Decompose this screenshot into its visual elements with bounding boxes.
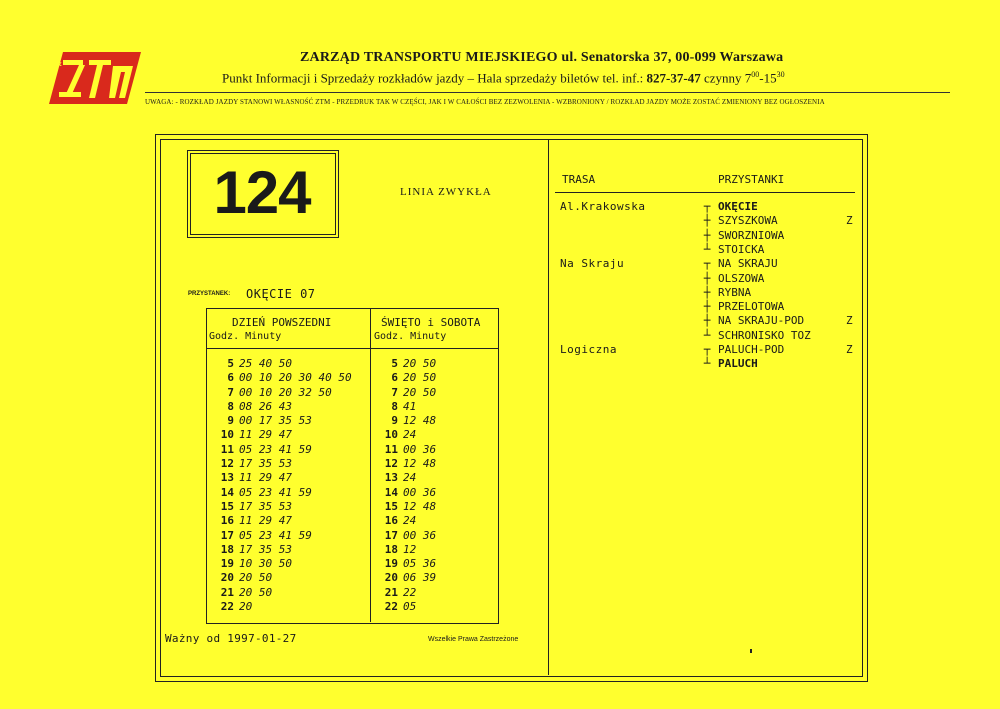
trasa-header: TRASA bbox=[562, 173, 596, 186]
route-stop-name: RYBNA bbox=[718, 285, 752, 299]
departure-minutes: 12 48 bbox=[403, 414, 437, 428]
info-hours: czynny 7 bbox=[700, 70, 752, 86]
departure-hour: 16 bbox=[220, 514, 234, 528]
departure-row bbox=[204, 386, 352, 400]
departure-minutes: 20 50 bbox=[403, 357, 437, 370]
departure-hour: 14 bbox=[384, 485, 398, 499]
route-connector-icon: ┬ bbox=[703, 343, 711, 356]
departure-row bbox=[204, 571, 352, 585]
departure-hour: 19 bbox=[384, 557, 398, 571]
route-connector-icon: ┼ bbox=[703, 285, 711, 299]
info-phone: 827-37-47 bbox=[646, 70, 701, 86]
route-stop-name: OLSZOWA bbox=[718, 271, 765, 285]
valid-from: Ważny od 1997-01-27 bbox=[165, 632, 297, 645]
route-connector-icon: ┼ bbox=[703, 271, 711, 285]
departure-hour: 22 bbox=[220, 600, 234, 614]
departure-hour: 20 bbox=[384, 571, 398, 585]
departure-minutes: 17 35 53 bbox=[239, 457, 292, 471]
departure-minutes: 00 10 20 30 40 50 bbox=[239, 371, 352, 385]
route-header-rule bbox=[555, 192, 855, 193]
departure-row bbox=[204, 471, 352, 485]
route-street: Na Skraju bbox=[560, 257, 625, 271]
line-number: 124 bbox=[213, 159, 311, 226]
departure-row bbox=[368, 529, 436, 543]
departure-hour: 18 bbox=[220, 542, 234, 556]
departure-row bbox=[204, 514, 352, 528]
departure-minutes: 11 29 47 bbox=[239, 514, 292, 528]
departure-minutes: 24 bbox=[403, 471, 417, 485]
departure-minutes: 08 26 43 bbox=[239, 399, 292, 413]
departure-minutes: 00 36 bbox=[403, 485, 437, 499]
departure-minutes: 24 bbox=[403, 514, 417, 528]
departure-row bbox=[368, 428, 436, 442]
departure-minutes: 41 bbox=[403, 399, 417, 413]
departure-minutes: 06 39 bbox=[403, 571, 437, 585]
departure-minutes: 05 23 41 59 bbox=[239, 485, 312, 499]
departure-minutes: 00 36 bbox=[403, 528, 437, 542]
departure-minutes: 11 29 47 bbox=[239, 428, 292, 442]
panel-divider bbox=[548, 139, 549, 675]
departure-hour: 21 bbox=[220, 585, 234, 599]
departure-row bbox=[368, 500, 436, 514]
departure-minutes: 05 bbox=[403, 600, 417, 614]
departure-row bbox=[204, 529, 352, 543]
departure-minutes: 17 35 53 bbox=[239, 499, 292, 513]
departure-row bbox=[204, 357, 352, 371]
departure-hour: 15 bbox=[220, 499, 234, 513]
departure-hour: 12 bbox=[220, 457, 234, 471]
departure-minutes: 24 bbox=[403, 428, 417, 442]
departure-hour: 18 bbox=[384, 542, 398, 556]
departure-minutes: 11 29 47 bbox=[239, 471, 292, 485]
departure-hour: 13 bbox=[384, 471, 398, 485]
departure-row bbox=[368, 571, 436, 585]
route-connector-icon: ┬ bbox=[703, 200, 711, 213]
route-street: Logiczna bbox=[560, 343, 617, 356]
departure-row bbox=[204, 371, 352, 385]
departure-minutes: 12 bbox=[403, 542, 417, 556]
stop-label: PRZYSTANEK: bbox=[188, 291, 231, 297]
route-stop-name: SZYSZKOWA bbox=[718, 214, 778, 228]
header-rule bbox=[145, 92, 950, 93]
departure-row bbox=[368, 543, 436, 557]
departure-row bbox=[368, 486, 436, 500]
route-connector-icon: ┴ bbox=[703, 357, 711, 371]
weekend-departures bbox=[368, 357, 436, 614]
departure-minutes: 17 35 53 bbox=[239, 542, 292, 556]
departure-hour: 16 bbox=[384, 514, 398, 528]
departure-minutes: 10 30 50 bbox=[239, 557, 292, 571]
route-stop-name: OKĘCIE bbox=[718, 200, 758, 213]
route-stop-name: NA SKRAJU-POD bbox=[718, 314, 805, 328]
route-stop-name: PALUCH bbox=[718, 357, 758, 371]
org-header: ZARZĄD TRANSPORTU MIEJSKIEGO ul. Senatorska 37, 00-099 Warszawa bbox=[300, 50, 784, 65]
request-stop-flag: Z bbox=[846, 314, 853, 328]
departure-row bbox=[204, 486, 352, 500]
departure-row bbox=[204, 400, 352, 414]
departure-hour: 11 bbox=[384, 442, 398, 456]
departure-hour: 12 bbox=[384, 457, 398, 471]
departure-minutes: 20 bbox=[239, 600, 253, 614]
route-connector-icon: ┴ bbox=[703, 242, 711, 256]
departure-hour: 17 bbox=[384, 528, 398, 542]
departure-row bbox=[368, 514, 436, 528]
departure-row bbox=[204, 428, 352, 442]
rights-notice: Wszelkie Prawa Zastrzeżone bbox=[428, 636, 519, 643]
weekday-title: DZIEŃ POWSZEDNI bbox=[232, 316, 332, 329]
departure-hour: 8 bbox=[391, 399, 398, 413]
stop-name: OKĘCIE 07 bbox=[246, 287, 316, 301]
weekend-title: ŚWIĘTO i SOBOTA bbox=[381, 316, 481, 329]
route-connector-icon: ┬ bbox=[703, 257, 711, 271]
warning-text: UWAGA: - ROZKŁAD JAZDY STANOWI WŁASNOŚĆ ZTM - PRZEDRUK TAK W CZĘŚCI, JAK I W CAŁOŚCI BEZ ZEZWOLENIA - WZBRONIONY / ROZKŁAD JAZDY MOŻE ZOSTAĆ ZMIENIONY BEZ OGŁOSZENIA bbox=[145, 98, 825, 106]
departure-hour: 6 bbox=[227, 371, 234, 385]
departure-hour: 13 bbox=[220, 471, 234, 485]
departure-minutes: 00 10 20 32 50 bbox=[239, 385, 332, 399]
departure-minutes: 05 23 41 59 bbox=[239, 528, 312, 542]
departure-row bbox=[204, 457, 352, 471]
departure-hour: 6 bbox=[391, 371, 398, 385]
route-stop-name: PALUCH-POD bbox=[718, 343, 785, 356]
departure-hour: 14 bbox=[220, 485, 234, 499]
departure-hour: 9 bbox=[391, 414, 398, 428]
departure-hour: 19 bbox=[220, 557, 234, 571]
departure-minutes: 25 40 50 bbox=[239, 357, 292, 370]
departure-hour: 22 bbox=[384, 600, 398, 614]
hours-sup-2: 30 bbox=[776, 70, 785, 79]
route-stop-name: PRZELOTOWA bbox=[718, 300, 785, 314]
departure-hour: 7 bbox=[391, 385, 398, 399]
departure-minutes: 22 bbox=[403, 585, 417, 599]
route-stop-name: STOICKA bbox=[718, 242, 765, 256]
departure-minutes: 00 17 35 53 bbox=[239, 414, 312, 428]
departure-table-header-rule bbox=[206, 348, 498, 349]
stray-mark bbox=[750, 649, 752, 653]
weekday-subheader: Godz. Minuty bbox=[209, 331, 282, 342]
departure-row bbox=[204, 586, 352, 600]
route-connector-icon: ┼ bbox=[703, 214, 711, 228]
request-stop-flag: Z bbox=[846, 214, 853, 228]
departure-hour: 9 bbox=[227, 414, 234, 428]
departure-row bbox=[204, 500, 352, 514]
ztm-logo bbox=[49, 52, 141, 104]
hours-mid: -15 bbox=[759, 70, 777, 86]
departure-hour: 11 bbox=[220, 442, 234, 456]
departure-minutes: 20 50 bbox=[403, 371, 437, 385]
departure-row bbox=[368, 443, 436, 457]
departure-row bbox=[368, 600, 436, 614]
departure-hour: 10 bbox=[384, 428, 398, 442]
departure-row bbox=[368, 400, 436, 414]
departure-row bbox=[368, 371, 436, 385]
departure-row bbox=[204, 443, 352, 457]
route-connector-icon: ┴ bbox=[703, 328, 711, 342]
departure-hour: 5 bbox=[227, 357, 234, 370]
route-street: Al.Krakowska bbox=[560, 200, 646, 213]
departure-row bbox=[368, 586, 436, 600]
departure-minutes: 12 48 bbox=[403, 499, 437, 513]
departure-hour: 8 bbox=[227, 399, 234, 413]
hours-sup-1: 00 bbox=[751, 70, 760, 79]
departure-hour: 21 bbox=[384, 585, 398, 599]
departure-minutes: 05 23 41 59 bbox=[239, 442, 312, 456]
route-connector-icon: ┼ bbox=[703, 228, 711, 242]
departure-minutes: 05 36 bbox=[403, 557, 437, 571]
departure-minutes: 12 48 bbox=[403, 457, 437, 471]
departure-hour: 20 bbox=[220, 571, 234, 585]
info-prefix: Punkt Informacji i Sprzedaży rozkładów jazdy – Hala sprzedaży biletów tel. inf.: bbox=[222, 70, 647, 86]
request-stop-flag: Z bbox=[846, 343, 853, 356]
info-line bbox=[222, 70, 785, 86]
logo-small-mark: & bbox=[55, 58, 63, 68]
departure-minutes: 20 50 bbox=[403, 385, 437, 399]
departure-row bbox=[204, 557, 352, 571]
departure-row bbox=[204, 414, 352, 428]
departure-hour: 10 bbox=[220, 428, 234, 442]
route-connector-icon: ┼ bbox=[703, 300, 711, 314]
route-stop-name: SCHRONISKO TOZ bbox=[718, 328, 811, 342]
route-stop-name: NA SKRAJU bbox=[718, 257, 778, 271]
stops-header: PRZYSTANKI bbox=[718, 173, 785, 186]
departure-row bbox=[368, 457, 436, 471]
departure-hour: 17 bbox=[220, 528, 234, 542]
line-type: LINIA ZWYKŁA bbox=[400, 186, 492, 198]
departure-row bbox=[368, 414, 436, 428]
departure-row bbox=[204, 600, 352, 614]
departure-hour: 5 bbox=[391, 357, 398, 370]
departure-row bbox=[368, 386, 436, 400]
departure-row bbox=[368, 471, 436, 485]
route-connector-icon: ┼ bbox=[703, 314, 711, 328]
departure-hour: 7 bbox=[227, 385, 234, 399]
departure-row bbox=[368, 357, 436, 371]
departure-row bbox=[204, 543, 352, 557]
departure-minutes: 00 36 bbox=[403, 442, 437, 456]
route-stop-name: SWORZNIOWA bbox=[718, 228, 785, 242]
departure-minutes: 20 50 bbox=[239, 571, 273, 585]
weekday-departures bbox=[204, 357, 352, 614]
departure-row bbox=[368, 557, 436, 571]
departure-minutes: 20 50 bbox=[239, 585, 273, 599]
departure-hour: 15 bbox=[384, 499, 398, 513]
weekend-subheader: Godz. Minuty bbox=[374, 331, 447, 342]
